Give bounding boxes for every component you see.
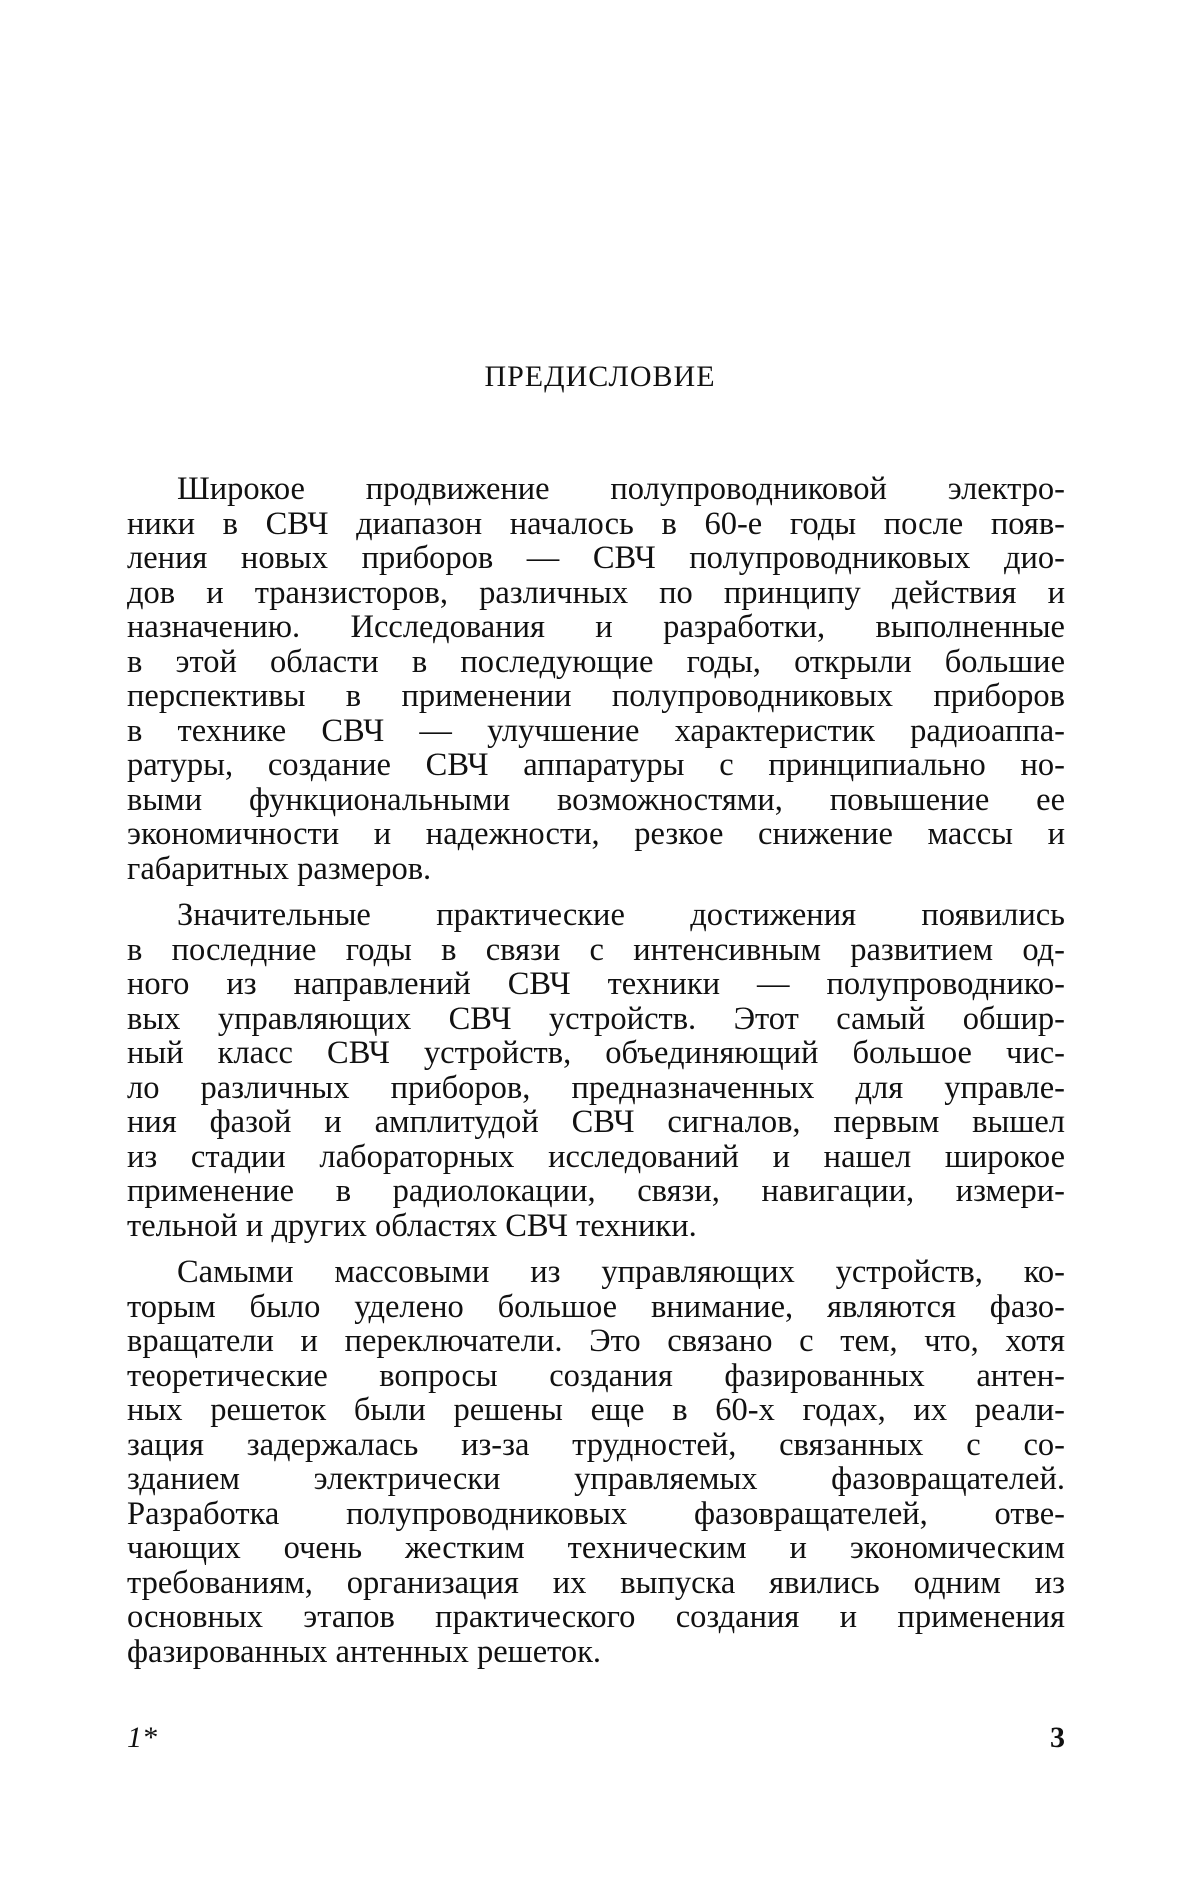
text-line: зация задержалась из-за трудностей, связанных с со-	[127, 1428, 1065, 1463]
text-line: из стадии лабораторных исследований и нашел широкое	[127, 1140, 1065, 1175]
paragraph	[127, 1255, 1065, 1669]
text-line: в этой области в последующие годы, открыли большие	[127, 645, 1065, 680]
text-line: фазированных антенных решеток.	[127, 1635, 1065, 1670]
text-line: чающих очень жестким техническим и экономическим	[127, 1531, 1065, 1566]
text-line: ных решеток были решены еще в 60-х годах, их реали-	[127, 1393, 1065, 1428]
text-line: в последние годы в связи с интенсивным развитием од-	[127, 933, 1065, 968]
paragraph	[127, 472, 1065, 886]
text-line: Значительные практические достижения появились	[127, 898, 1065, 933]
text-line: экономичности и надежности, резкое снижение массы и	[127, 817, 1065, 852]
text-line: вых управляющих СВЧ устройств. Этот самый обшир-	[127, 1002, 1065, 1037]
book-page	[0, 0, 1200, 1880]
text-line: Широкое продвижение полупроводниковой электро-	[127, 472, 1065, 507]
text-line: зданием электрически управляемых фазовращателей.	[127, 1462, 1065, 1497]
text-line: ления новых приборов — СВЧ полупроводниковых дио-	[127, 541, 1065, 576]
text-line: перспективы в применении полупроводниковых приборов	[127, 679, 1065, 714]
text-line: ного из направлений СВЧ техники — полупроводнико-	[127, 967, 1065, 1002]
text-line: требованиям, организация их выпуска явились одним из	[127, 1566, 1065, 1601]
page-number: 3	[1050, 1718, 1065, 1758]
page-title: ПРЕДИСЛОВИЕ	[0, 357, 1200, 397]
text-line: тельной и других областях СВЧ техники.	[127, 1209, 1065, 1244]
text-line: выми функциональными возможностями, повышение ее	[127, 783, 1065, 818]
text-line: ратуры, создание СВЧ аппаратуры с принципиально но-	[127, 748, 1065, 783]
text-line: ния фазой и амплитудой СВЧ сигналов, первым вышел	[127, 1105, 1065, 1140]
text-line: ло различных приборов, предназначенных для управле-	[127, 1071, 1065, 1106]
text-line: в технике СВЧ — улучшение характеристик радиоаппа-	[127, 714, 1065, 749]
text-line: применение в радиолокации, связи, навигации, измери-	[127, 1174, 1065, 1209]
text-line: назначению. Исследования и разработки, выполненные	[127, 610, 1065, 645]
text-line: торым было уделено большое внимание, являются фазо-	[127, 1290, 1065, 1325]
text-line: ный класс СВЧ устройств, объединяющий большое чис-	[127, 1036, 1065, 1071]
page-footer	[127, 1718, 1065, 1758]
text-line: Разработка полупроводниковых фазовращателей, отве-	[127, 1497, 1065, 1532]
text-line: габаритных размеров.	[127, 852, 1065, 887]
text-line: теоретические вопросы создания фазированных антен-	[127, 1359, 1065, 1394]
body-text	[127, 472, 1065, 1669]
paragraph	[127, 898, 1065, 1243]
text-line: ники в СВЧ диапазон началось в 60-е годы после появ-	[127, 507, 1065, 542]
text-line: Самыми массовыми из управляющих устройств, ко-	[127, 1255, 1065, 1290]
text-line: вращатели и переключатели. Это связано с тем, что, хотя	[127, 1324, 1065, 1359]
text-line: основных этапов практического создания и применения	[127, 1600, 1065, 1635]
text-line: дов и транзисторов, различных по принципу действия и	[127, 576, 1065, 611]
signature-mark: 1*	[127, 1718, 157, 1758]
